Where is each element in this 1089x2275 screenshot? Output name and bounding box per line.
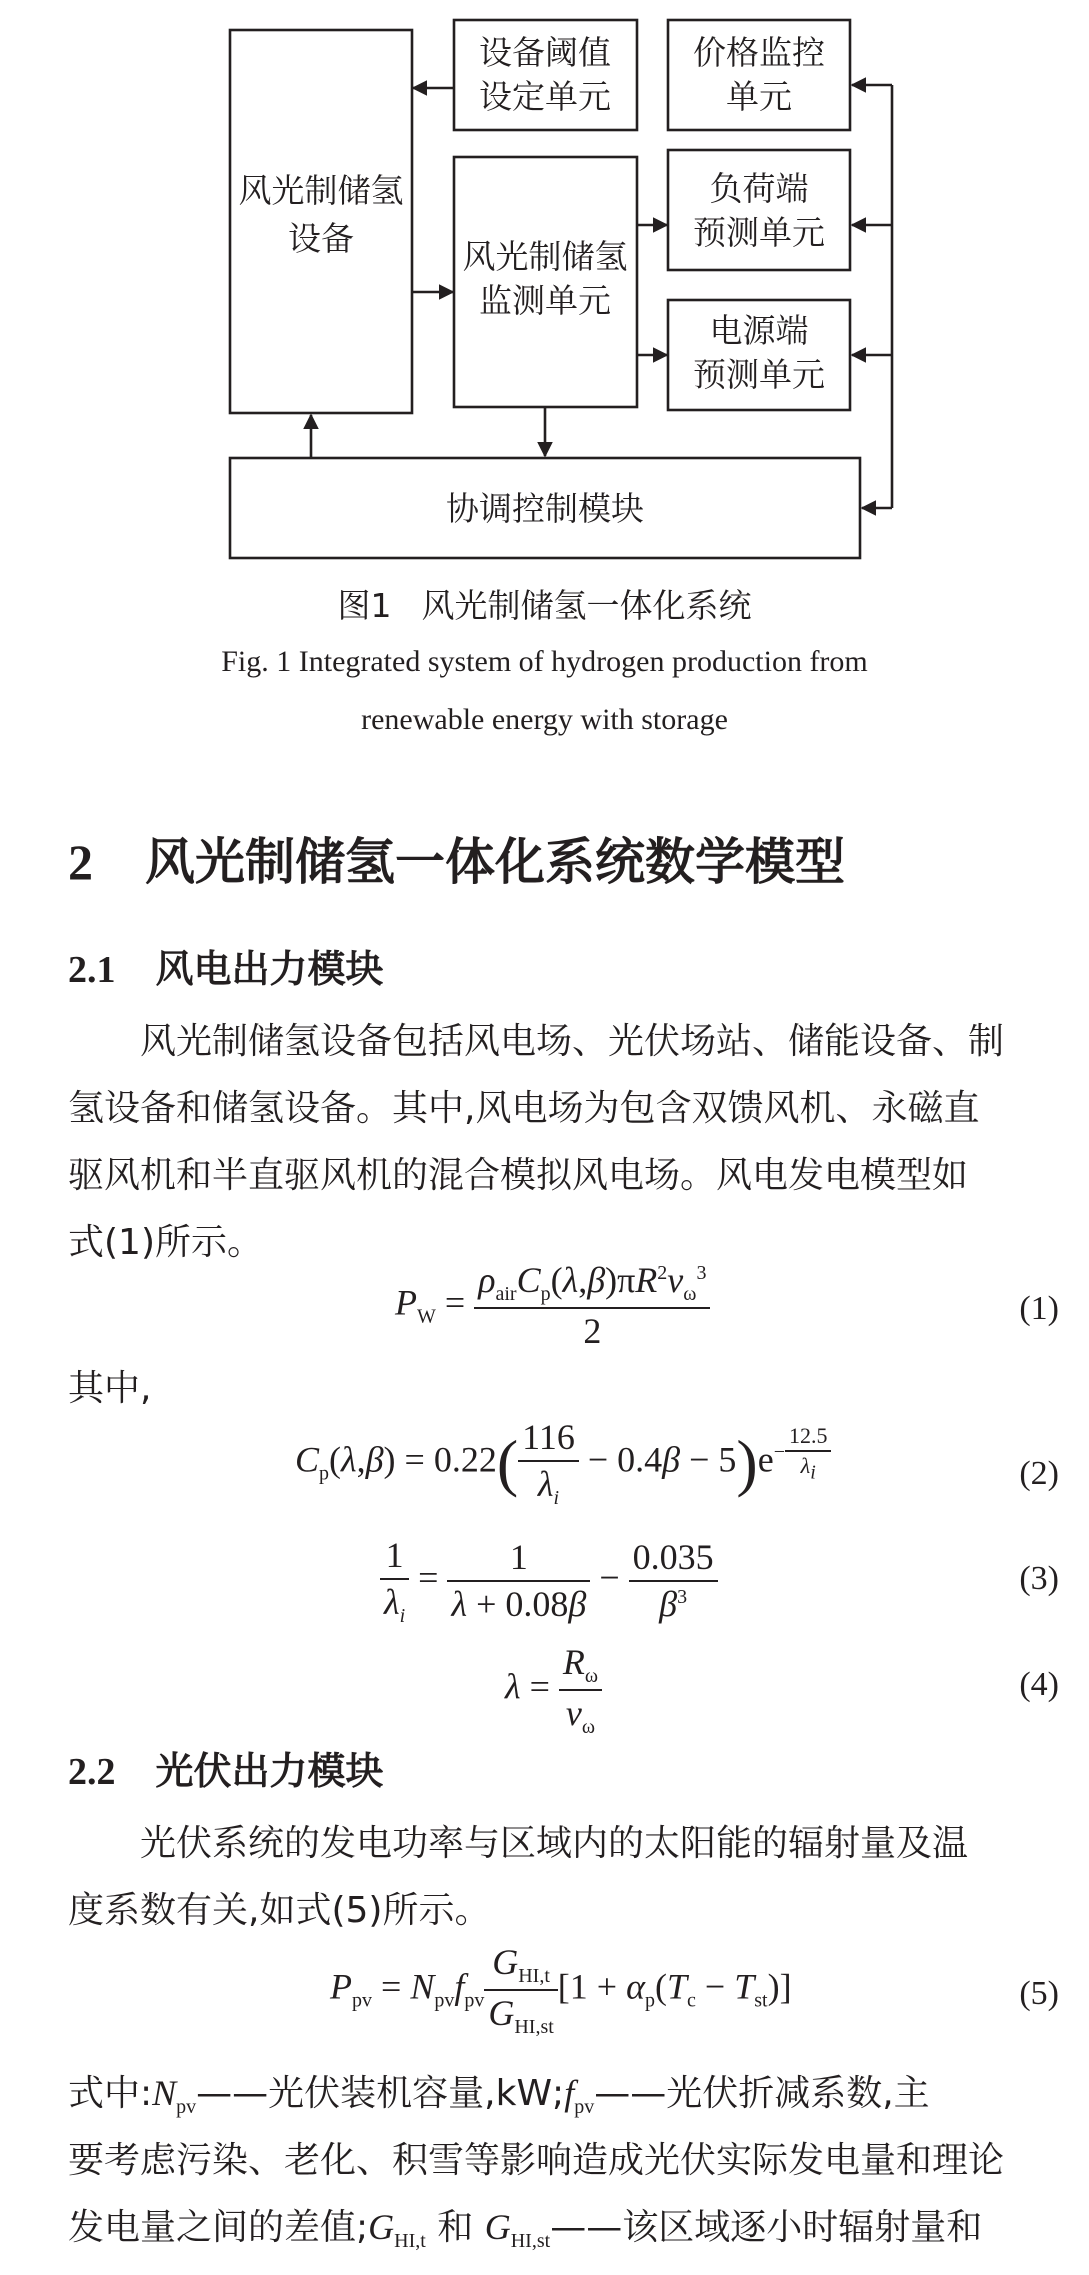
equation-3-label: (3) — [1019, 1560, 1059, 1597]
figure-number: 图1 — [337, 586, 392, 625]
equation-4: λ = $\frac{R_\omega}{\nu_\omega}$ — [505, 1640, 602, 1740]
figure-caption-en-line1: Fig. 1 Integrated system of hydrogen production from — [221, 645, 868, 678]
equation-2: $C_p(\lambda,\beta) = 0.22$( $\frac{116}{\lambda_i}$ − $0.4\beta - 5)e^{- \frac{12.5}{\lambda_i}}$ — [295, 1415, 831, 1511]
paragraph-1-line-1: 风光制储氢设备包括风电场、光伏场站、储能设备、制 — [140, 1021, 1005, 1062]
system-diagram — [0, 0, 1089, 570]
figure-title-cn: 风光制储氢一体化系统 — [421, 586, 752, 625]
figure-caption-cn — [0, 580, 1089, 627]
paragraph-1-line-4: 式(1)所示。 — [68, 1222, 263, 1263]
subsection-heading-2-1: 2.1 风电出力模块 — [68, 947, 384, 991]
label-control: 协调控制模块 — [446, 489, 644, 528]
paragraph-2-line-2: 度系数有关,如式(5)所示。 — [68, 1890, 491, 1931]
equation-1: $P_W$ = $\frac{\rho_{air}C_p(\lambda,\beta)\pi R^2\nu_\omega^3}{2}$ — [395, 1258, 710, 1354]
section-heading: 2 风光制储氢一体化系统数学模型 — [68, 833, 845, 891]
label-equipment: 风光制储氢设备 — [238, 171, 404, 258]
where-text: 其中, — [68, 1368, 152, 1409]
equation-5: $P_{pv} = N_{pv}f_{pv}$ $\frac{G_{HI,t}}{G_{HI,st}}$ $[1 + \alpha_p(T_c - T_{st})]$ — [330, 1942, 792, 2039]
paragraph-2-line-1: 光伏系统的发电功率与区域内的太阳能的辐射量及温 — [140, 1823, 969, 1864]
label-price: 价格监控单元 — [693, 33, 825, 116]
label-source-forecast: 电源端预测单元 — [693, 311, 825, 394]
label-threshold: 设备阈值设定单元 — [479, 33, 611, 116]
figure-caption-en-line2: renewable energy with storage — [361, 703, 728, 736]
definitions-line-1: 式中$:N_{pv}——$光伏装机容量$,kW;f_{pv}——$光伏折减系数,主 — [68, 2073, 930, 2119]
equation-1-label: (1) — [1019, 1290, 1059, 1327]
paragraph-1-line-3: 驱风机和半直驱风机的混合模拟风电场。风电发电模型如 — [68, 1155, 969, 1196]
label-load-forecast: 负荷端预测单元 — [693, 169, 825, 252]
definitions-line-2: 要考虑污染、老化、积雪等影响造成光伏实际发电量和理论 — [68, 2140, 1005, 2181]
equation-3: $\frac{1}{\lambda_i}$ = $\frac{1}{\lambda + 0.08\beta}$ − $\frac{0.035}{\beta^3}$ — [380, 1533, 718, 1629]
paragraph-1-line-2: 氢设备和储氢设备。其中,风电场为包含双馈风机、永磁直 — [68, 1088, 980, 1129]
label-monitor: 风光制储氢监测单元 — [462, 237, 628, 320]
equation-2-label: (2) — [1019, 1455, 1059, 1492]
box-load-forecast — [668, 150, 850, 270]
equation-4-label: (4) — [1019, 1666, 1059, 1703]
definitions-line-3: 发电量之间的差值$;G_{HI,t}$ 和 $G_{HI,st}——$该区域逐小时辐射量和 — [68, 2207, 983, 2253]
equation-5-label: (5) — [1019, 1975, 1059, 2012]
subsection-heading-2-2: 2.2 光伏出力模块 — [68, 1749, 384, 1793]
